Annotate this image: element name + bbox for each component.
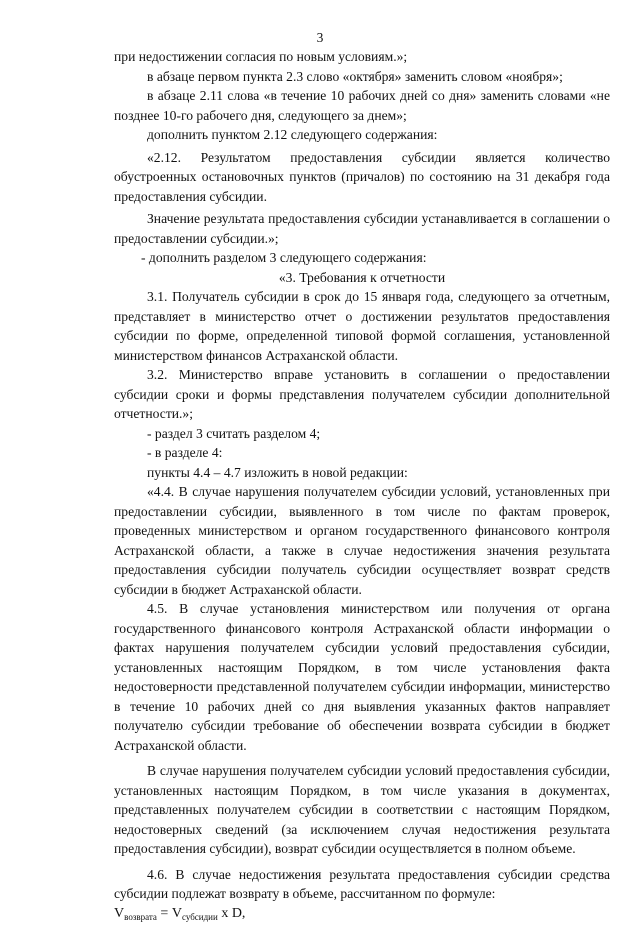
page-number: 3	[0, 30, 640, 46]
formula-v1: V	[114, 906, 124, 921]
paragraph-2: в абзаце первом пункта 2.3 слово «октября» заменить словом «ноября»;	[114, 67, 610, 87]
paragraph-9: 3.1. Получатель субсидии в срок до 15 января года, следующего за отчетным, представляет в министерство отчет о достижении результатов предоставления субсидии по форме, определенной типовой формой соглашения, установленной министерством финансов Астраханской области.	[114, 287, 610, 365]
formula-sub1: возврата	[124, 912, 157, 922]
paragraph-6: Значение результата предоставления субсидии устанавливается в соглашении о предоставлении субсидии.»;	[114, 209, 610, 248]
paragraph-16: В случае нарушения получателем субсидии условий предоставления субсидии, установленных настоящим Порядком, в том числе указания в документах, представленных получателем субсидии в соответствии с настоящим Порядком, недостоверных сведений (за исключением случая недостижения результата предоставления субсидии), возврат субсидии осуществляется в полном объеме.	[114, 761, 610, 859]
paragraph-14: «4.4. В случае нарушения получателем субсидии условий, установленных при предоставлении субсидии, выявленного в том числе по фактам проверок, проведенных министерством и органом государственного финансового контроля Астраханской области, а также в случае недостижения значения результата предоставления субсидии получатель субсидии осуществляет возврат средств субсидии в бюджет Астраханской области.	[114, 482, 610, 599]
formula-eq: =	[157, 906, 172, 921]
paragraph-5: «2.12. Результатом предоставления субсидии является количество обустроенных остановочных пунктов (причалов) по состоянию на 31 декабря года предоставления субсидии.	[114, 148, 610, 207]
document-body	[114, 47, 610, 927]
paragraph-7: - дополнить разделом 3 следующего содержания:	[114, 248, 610, 268]
paragraph-10: 3.2. Министерство вправе установить в соглашении о предоставлении субсидии сроки и формы представления получателем субсидии дополнительной отчетности.»;	[114, 365, 610, 424]
section-heading: «3. Требования к отчетности	[114, 268, 610, 288]
paragraph-4: дополнить пунктом 2.12 следующего содержания:	[114, 125, 610, 145]
paragraph-3: в абзаце 2.11 слова «в течение 10 рабочих дней со дня» заменить словами «не позднее 10-го рабочего дня, следующего за днем»;	[114, 86, 610, 125]
paragraph-11: - раздел 3 считать разделом 4;	[114, 424, 610, 444]
formula	[114, 904, 610, 927]
paragraph-12: - в разделе 4:	[114, 443, 610, 463]
formula-v2: V	[172, 906, 182, 921]
paragraph-1: при недостижении согласия по новым условиям.»;	[114, 47, 610, 67]
paragraph-13: пункты 4.4 – 4.7 изложить в новой редакции:	[114, 463, 610, 483]
paragraph-15: 4.5. В случае установления министерством или получения от органа государственного финансового контроля Астраханской области информации о фактах нарушения получателем субсидии условий предоставления субсидии, установленных настоящим Порядком, в том числе установления факта недостоверности представленной получателем субсидии информации, министерство в течение 10 рабочих дней со дня выявления указанных фактов направляет получателю субсидии требование об обеспечении возврата субсидии в бюджет Астраханской области.	[114, 599, 610, 755]
formula-sub2: субсидии	[182, 912, 218, 922]
formula-tail: x D,	[218, 906, 246, 921]
paragraph-17: 4.6. В случае недостижения результата предоставления субсидии средства субсидии подлежат возврату в объеме, рассчитанном по формуле:	[114, 865, 610, 904]
